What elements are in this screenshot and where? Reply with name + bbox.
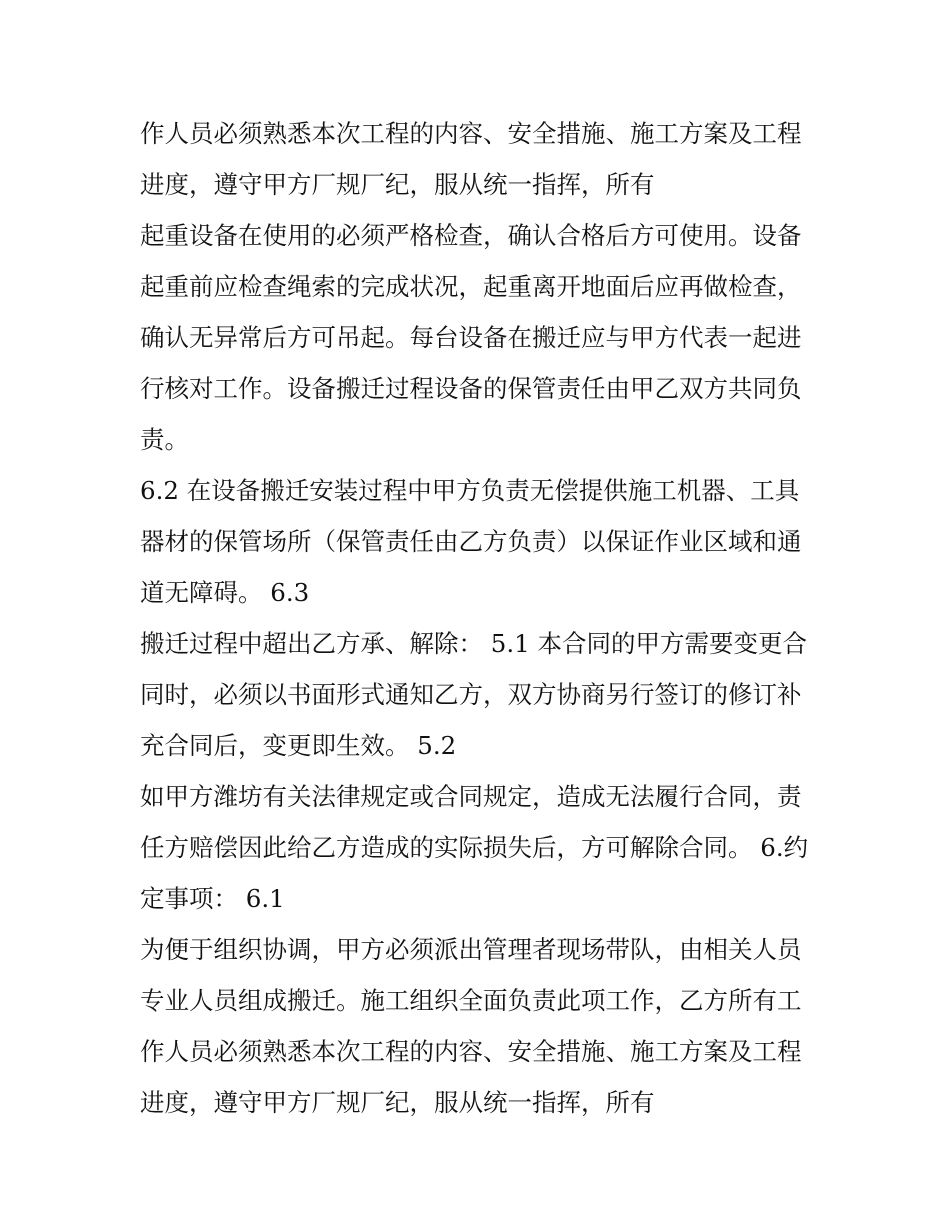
text-line: 进度，遵守甲方厂规厂纪，服从统一指挥，所有	[140, 1088, 655, 1117]
text-line: 责。	[140, 425, 189, 454]
text-line: 行核对工作。设备搬迁过程设备的保管责任由甲乙双方共同负	[140, 374, 802, 403]
document-body	[140, 108, 820, 1128]
text-line: 进度，遵守甲方厂规厂纪，服从统一指挥，所有	[140, 170, 655, 199]
text-line: 如甲方潍坊有关法律规定或合同规定，造成无法履行合同，责	[140, 782, 802, 811]
text-line: 同时，必须以书面形式通知乙方，双方协商另行签订的修订补	[140, 680, 802, 709]
text-line: 任方赔偿因此给乙方造成的实际损失后，方可解除合同。 6.约	[140, 833, 809, 862]
text-line: 为便于组织协调，甲方必须派出管理者现场带队，由相关人员	[140, 935, 802, 964]
text-line: 道无障碍。 6.3	[140, 578, 310, 607]
text-line: 充合同后，变更即生效。 5.2	[140, 731, 457, 760]
text-line: 定事项： 6.1	[140, 884, 285, 913]
text-line: 6.2 在设备搬迁安装过程中甲方负责无偿提供施工机器、工具	[140, 476, 800, 505]
text-line: 确认无异常后方可吊起。每台设备在搬迁应与甲方代表一起进	[140, 323, 802, 352]
text-line: 起重前应检查绳索的完成状况，起重离开地面后应再做检查，	[140, 272, 802, 301]
text-line: 搬迁过程中超出乙方承、解除： 5.1 本合同的甲方需要变更合	[140, 629, 808, 658]
text-line: 器材的保管场所（保管责任由乙方负责）以保证作业区域和通	[140, 527, 802, 556]
text-line: 起重设备在使用的必须严格检查，确认合格后方可使用。设备	[140, 221, 802, 250]
text-line: 作人员必须熟悉本次工程的内容、安全措施、施工方案及工程	[140, 119, 802, 148]
text-line: 专业人员组成搬迁。施工组织全面负责此项工作，乙方所有工	[140, 986, 802, 1015]
text-line: 作人员必须熟悉本次工程的内容、安全措施、施工方案及工程	[140, 1037, 802, 1066]
